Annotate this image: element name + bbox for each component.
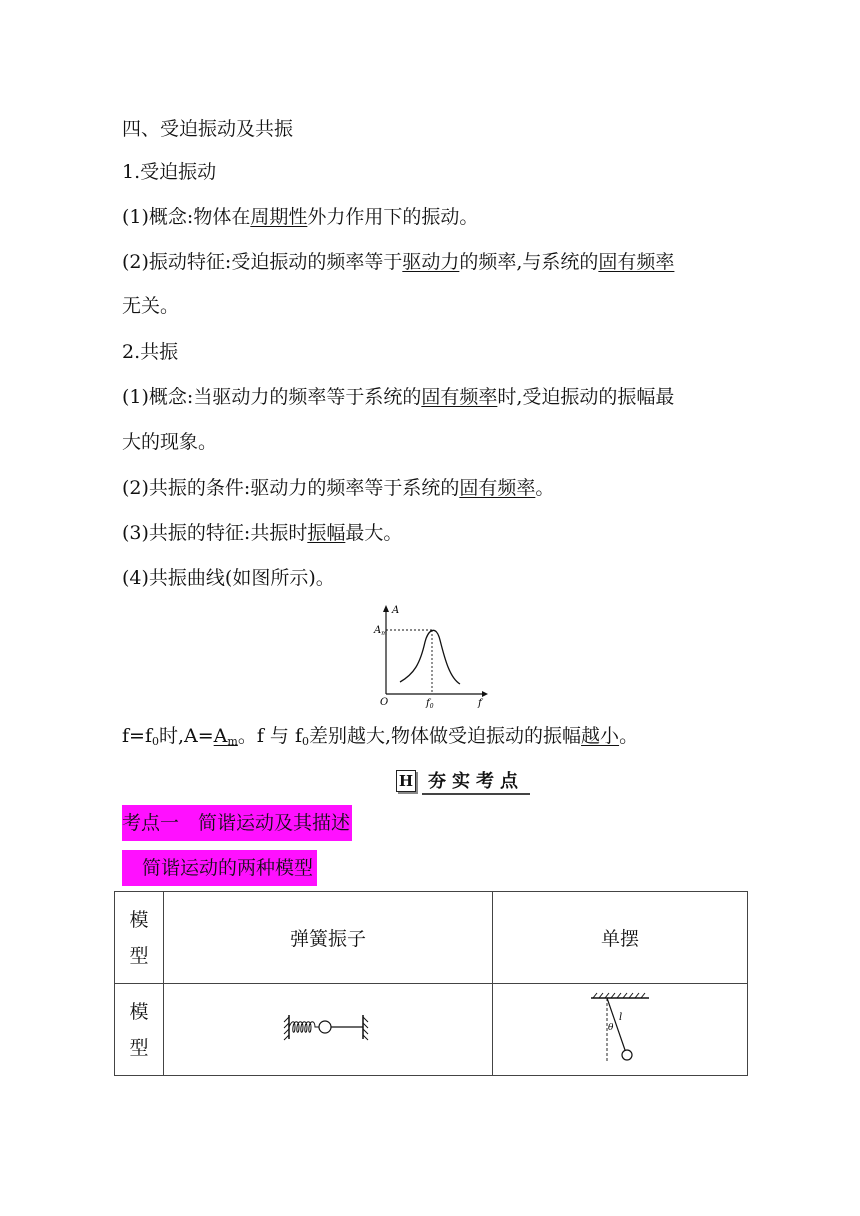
banner-text: 夯实考点 — [422, 767, 530, 795]
x-axis-label: f — [478, 698, 482, 708]
length-label: l — [619, 1012, 623, 1023]
pendulum-bob-icon — [622, 1050, 632, 1060]
blank-answer: 越小 — [581, 725, 620, 747]
pendulum-cell — [493, 984, 748, 1076]
blank-answer: 周期性 — [250, 206, 308, 228]
forced-vibration-title: 1.受迫振动 — [122, 161, 217, 183]
peak-amplitude-label: $A_m$ — [374, 625, 387, 637]
resonance-concept-cont: 大的现象。 — [122, 431, 218, 453]
blank-answer: 振幅 — [307, 522, 346, 544]
pendulum-diagram — [585, 990, 655, 1064]
resonance-title: 2.共振 — [122, 341, 179, 363]
blank-answer: 驱动力 — [402, 251, 460, 273]
blank-answer: 固有频率 — [421, 386, 498, 408]
h-badge-icon: H — [396, 770, 416, 792]
resonance-curve — [400, 630, 460, 684]
blank-answer: 固有频率 — [459, 477, 536, 499]
section-banner — [396, 767, 530, 795]
blank-answer: $A_m$ — [213, 725, 238, 748]
spring-oscillator-cell — [164, 984, 493, 1076]
origin-label: O — [380, 697, 389, 708]
spring-oscillator-diagram — [283, 1012, 373, 1042]
forced-feature: (2)振动特征:受迫振动的频率等于驱动力的频率,与系统的固有频率 — [122, 251, 675, 273]
kaodian-subtitle: 简谐运动的两种模型 — [122, 850, 317, 886]
pendulum-header: 单摆 — [493, 892, 748, 984]
resonance-condition: (2)共振的条件:驱动力的频率等于系统的固有频率。 — [122, 477, 555, 499]
row-label: 模 型 — [115, 984, 164, 1076]
blank-answer: 固有频率 — [598, 251, 675, 273]
table-row — [115, 892, 748, 984]
spring-oscillator-header: 弹簧振子 — [164, 892, 493, 984]
section-heading: 四、受迫振动及共振 — [122, 118, 294, 140]
table-row — [115, 984, 748, 1076]
spring-icon — [289, 1022, 319, 1033]
resonance-curve-caption: (4)共振曲线(如图所示)。 — [122, 567, 335, 589]
x-axis-arrow-icon — [482, 691, 488, 697]
models-table — [114, 891, 748, 1076]
y-axis-arrow-icon — [383, 605, 389, 612]
kaodian-title: 考点一 简谐运动及其描述 — [122, 805, 352, 841]
resonance-concept: (1)概念:当驱动力的频率等于系统的固有频率时,受迫振动的振幅最 — [122, 386, 675, 408]
peak-frequency-label: $f_0$ — [426, 698, 434, 708]
forced-concept: (1)概念:物体在周期性外力作用下的振动。 — [122, 206, 479, 228]
forced-feature-cont: 无关。 — [122, 295, 180, 317]
row-label: 模 型 — [115, 892, 164, 984]
oscillator-ball-icon — [319, 1021, 331, 1033]
resonance-trait: (3)共振的特征:共振时振幅最大。 — [122, 522, 403, 544]
y-axis-label: A — [392, 605, 400, 616]
resonance-conclusion: $f=f_0$时$,A=A_m$。f 与 $f_0$差别越大,物体做受迫振动的振幅越小。 — [122, 725, 639, 748]
resonance-curve-figure — [370, 604, 490, 708]
angle-label: θ — [608, 1023, 614, 1033]
